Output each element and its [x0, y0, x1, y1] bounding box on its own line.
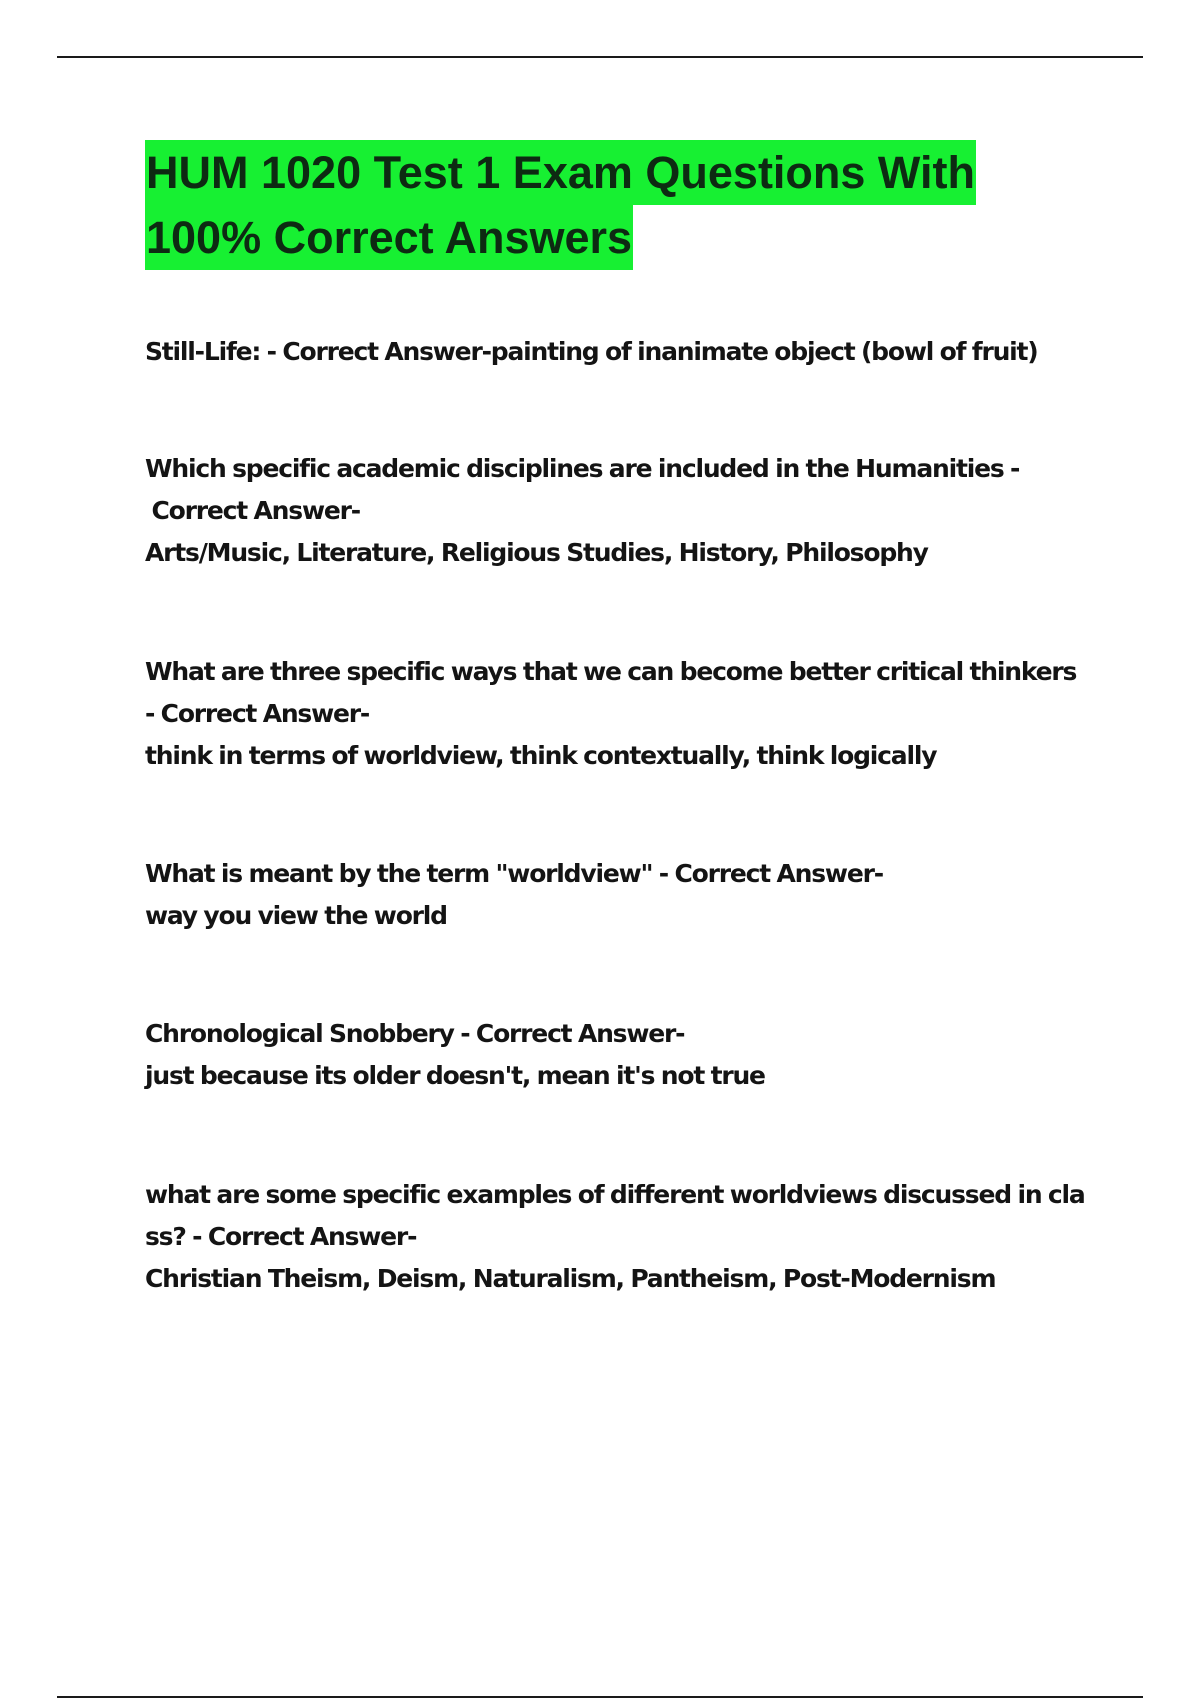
title-line-1: HUM 1020 Test 1 Exam Questions With: [145, 140, 976, 205]
entry-text-line: Arts/Music, Literature, Religious Studies, History, Philosophy: [145, 538, 928, 567]
qa-entry-worldview-examples: [145, 1174, 1085, 1300]
entry-text-line: What is meant by the term "worldview" - Correct Answer-: [145, 859, 883, 888]
entry-text-line: way you view the world: [145, 901, 447, 930]
qa-entry-worldview: [145, 853, 883, 937]
qa-entry-still-life: [145, 331, 1038, 373]
entry-text-line: Which specific academic disciplines are included in the Humanities -: [145, 454, 1020, 483]
entry-text-line: Christian Theism, Deism, Naturalism, Pantheism, Post-Modernism: [145, 1264, 996, 1293]
qa-entry-critical-thinkers: [145, 651, 1076, 777]
entry-text-line: - Correct Answer-: [145, 699, 370, 728]
entry-text-line: Still-Life: - Correct Answer-painting of inanimate object (bowl of fruit): [145, 337, 1038, 366]
entry-text-line: what are some specific examples of different worldviews discussed in cla: [145, 1180, 1085, 1209]
entry-text-line: What are three specific ways that we can become better critical thinkers: [145, 657, 1077, 686]
entry-text-line: Chronological Snobbery - Correct Answer-: [145, 1019, 685, 1048]
entry-text-line: think in terms of worldview, think contextually, think logically: [145, 741, 937, 770]
entry-text-line: Correct Answer-: [145, 496, 360, 525]
title-line-2: 100% Correct Answers: [145, 205, 633, 270]
qa-entry-chronological-snobbery: [145, 1013, 765, 1097]
entry-text-line: ss? - Correct Answer-: [145, 1222, 417, 1251]
footer-rule: [57, 1696, 1143, 1698]
header-rule: [57, 56, 1143, 58]
document-title: [145, 140, 1085, 270]
entry-text-line: just because its older doesn't, mean it's not true: [145, 1061, 765, 1090]
qa-entry-humanities-disciplines: [145, 448, 1019, 574]
